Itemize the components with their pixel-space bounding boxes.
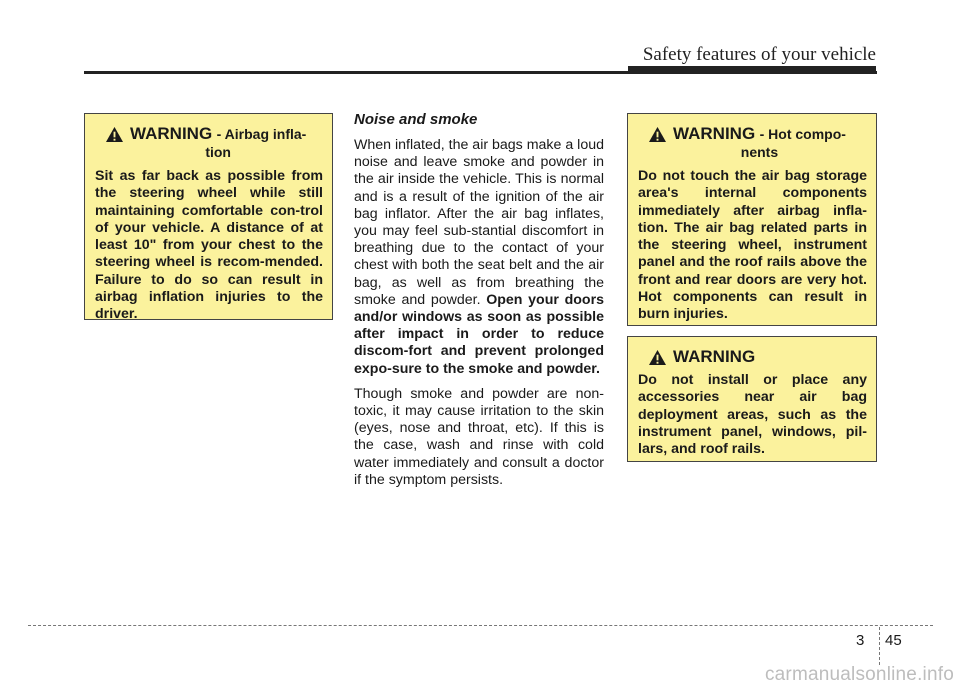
warning-subtitle: - Hot compo-: [759, 126, 846, 142]
footer-page-divider: [879, 627, 880, 665]
warning-subtitle-cont: nents: [740, 144, 779, 160]
warning-body: Sit as far back as possible from the steering wheel while still maintaining comfortable con-trol of your vehicle. A distance of at least 10" from your chest to the steering wheel is recom-mended. Failure to do so can result in airbag inflation injuries to the driver.: [95, 168, 323, 323]
section-title: Noise and smoke: [354, 111, 478, 128]
paragraph-inflation: [354, 137, 604, 378]
paragraph-smoke-powder: Though smoke and powder are non-toxic, it may cause irritation to the skin (eyes, nose and throat, etc). If this is the case, wash and rinse with cold water immediately and consult a doctor if the symptom persists.: [354, 385, 604, 488]
paragraph-inflation-emphasis: Open your doors and/or windows as soon as possible after impact in order to reduce discom-fort and prevent prolonged expo-sure to the smoke and powder.: [354, 291, 604, 377]
noise-smoke-section: [354, 111, 604, 497]
warning-box-accessories: [627, 336, 877, 462]
warning-label: WARNING: [673, 124, 756, 143]
watermark: carmanualsonline.info: [764, 664, 954, 685]
warning-box-airbag-inflation: [84, 113, 333, 323]
warning-body: Do not touch the air bag storage area's internal components immediately after airbag infla-tion. The air bag related parts in the steering wheel, instrument panel and the roof rails above the front and rear doors are very hot. Hot components can result in burn injuries.: [638, 168, 867, 323]
warning-label: WARNING: [130, 124, 213, 143]
warning-label: WARNING: [673, 347, 756, 366]
warning-body: Do not install or place any accessories near air bag deployment areas, such as the instrument panel, windows, pil-lars, and roof rails.: [638, 372, 867, 458]
page-header-title: Safety features of your vehicle: [642, 44, 876, 65]
chapter-number: 3: [856, 632, 865, 649]
warning-triangle-icon: [648, 126, 667, 143]
warning-subtitle: - Airbag infla-: [216, 126, 307, 142]
warning-triangle-icon: [105, 126, 124, 143]
header-rule-accent: [628, 66, 876, 73]
warning-box-hot-components: [627, 113, 877, 326]
paragraph-inflation-text: When inflated, the air bags make a loud noise and leave smoke and powder in the air inside the vehicle. This is normal and is a result of the ignition of the air bag inflator. After the air bag inflates, you may feel sub-stantial discomfort in breathing due to the contact of your chest with both the seat belt and the air bag, as well as from breathing the smoke and powder.: [354, 137, 605, 308]
footer-divider: [28, 625, 933, 626]
warning-triangle-icon: [648, 349, 667, 366]
page-number: 45: [885, 632, 902, 649]
warning-subtitle-cont: tion: [205, 144, 231, 160]
